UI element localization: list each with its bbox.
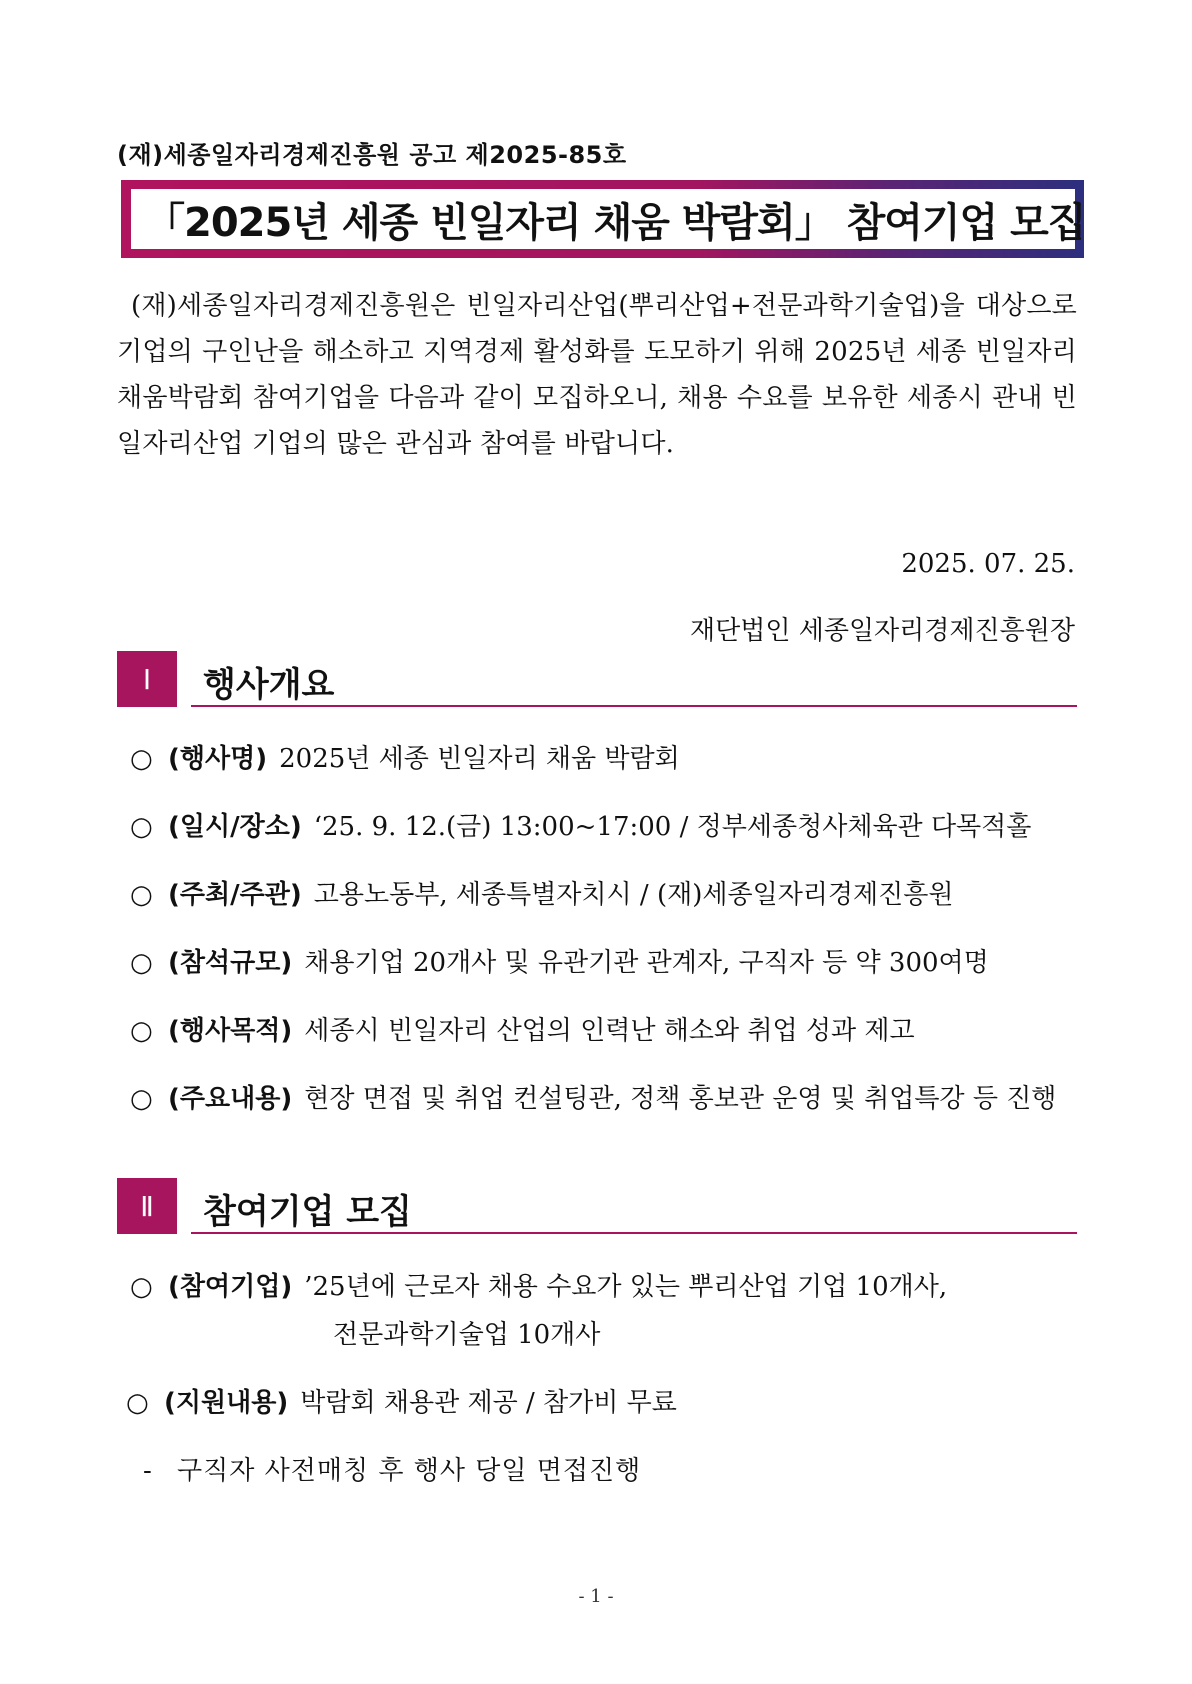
item-label: (주요내용) xyxy=(168,1084,293,1114)
notice-date: 2025. 07. 25. xyxy=(901,549,1075,579)
section-1-number: Ⅰ xyxy=(117,651,177,707)
dash-bullet: - xyxy=(143,1456,153,1486)
circle-bullet-icon: ○ xyxy=(130,812,153,842)
item-label: (행사명) xyxy=(168,744,268,774)
section-1-header xyxy=(117,651,1077,707)
circle-bullet-icon: ○ xyxy=(130,880,153,910)
item-label: (참여기업) xyxy=(168,1272,293,1302)
signer: 재단법인 세종일자리경제진흥원장 xyxy=(689,616,1075,646)
list-item-host xyxy=(130,874,954,911)
sub-item-text: 구직자 사전매칭 후 행사 당일 면접진행 xyxy=(177,1456,642,1486)
item-text: 고용노동부, 세종특별자치시 / (재)세종일자리경제진흥원 xyxy=(313,880,954,910)
section-2-divider xyxy=(191,1232,1077,1234)
item-text: 현장 면접 및 취업 컨설팅관, 정책 홍보관 운영 및 취업특강 등 진행 xyxy=(304,1084,1057,1114)
item-label: (주최/주관) xyxy=(168,880,302,910)
list-item-purpose xyxy=(130,1010,915,1047)
item-label: (행사목적) xyxy=(168,1016,293,1046)
section-2-title: 참여기업 모집 xyxy=(203,1192,412,1232)
section-1-title: 행사개요 xyxy=(203,665,335,705)
list-item-participants xyxy=(130,1266,947,1303)
list-item-contents xyxy=(130,1078,1056,1115)
list-item-participants-continuation: 전문과학기술업 10개사 xyxy=(333,1320,601,1350)
circle-bullet-icon: ○ xyxy=(130,1016,153,1046)
page-number: - 1 - xyxy=(578,1586,614,1607)
item-text: 채용기업 20개사 및 유관기관 관계자, 구직자 등 약 300여명 xyxy=(304,948,989,978)
circle-bullet-icon: ○ xyxy=(126,1388,149,1418)
item-label: (일시/장소) xyxy=(168,812,302,842)
list-item-scale xyxy=(130,942,989,979)
item-text: 세종시 빈일자리 산업의 인력난 해소와 취업 성과 제고 xyxy=(304,1016,915,1046)
circle-bullet-icon: ○ xyxy=(130,744,153,774)
item-label: (지원내용) xyxy=(164,1388,289,1418)
list-item-support xyxy=(126,1382,677,1419)
notice-number: (재)세종일자리경제진흥원 공고 제2025-85호 xyxy=(117,141,627,169)
sub-item-matching xyxy=(143,1450,641,1487)
section-2-number: Ⅱ xyxy=(117,1178,177,1234)
list-item-event-name xyxy=(130,738,680,775)
section-2-header xyxy=(117,1178,1077,1234)
item-text: 박람회 채용관 제공 / 참가비 무료 xyxy=(300,1388,677,1418)
circle-bullet-icon: ○ xyxy=(130,1272,153,1302)
section-1-divider xyxy=(191,705,1077,707)
intro-paragraph: (재)세종일자리경제진흥원은 빈일자리산업(뿌리산업+전문과학기술업)을 대상으로 기업의 구인난을 해소하고 지역경제 활성화를 도모하기 위해 2025년 세종 빈일자리채움박람회 참여기업을 다음과 같이 모집하오니, 채용 수요를 보유한 세종시 관내 빈일자리산업 기업의 많은 관심과 참여를 바랍니다. xyxy=(117,291,1077,459)
circle-bullet-icon: ○ xyxy=(130,948,153,978)
document-title: 「2025년 세종 빈일자리 채움 박람회」 참여기업 모집 xyxy=(131,189,1075,249)
circle-bullet-icon: ○ xyxy=(130,1084,153,1114)
item-text: ‘25. 9. 12.(금) 13:00~17:00 / 정부세종청사체육관 다목적홀 xyxy=(313,812,1032,842)
item-text: ’25년에 근로자 채용 수요가 있는 뿌리산업 기업 10개사, xyxy=(304,1272,948,1302)
item-label: (참석규모) xyxy=(168,948,293,978)
list-item-datetime-place xyxy=(130,806,1031,843)
item-text: 2025년 세종 빈일자리 채움 박람회 xyxy=(279,744,680,774)
title-banner xyxy=(121,180,1084,258)
